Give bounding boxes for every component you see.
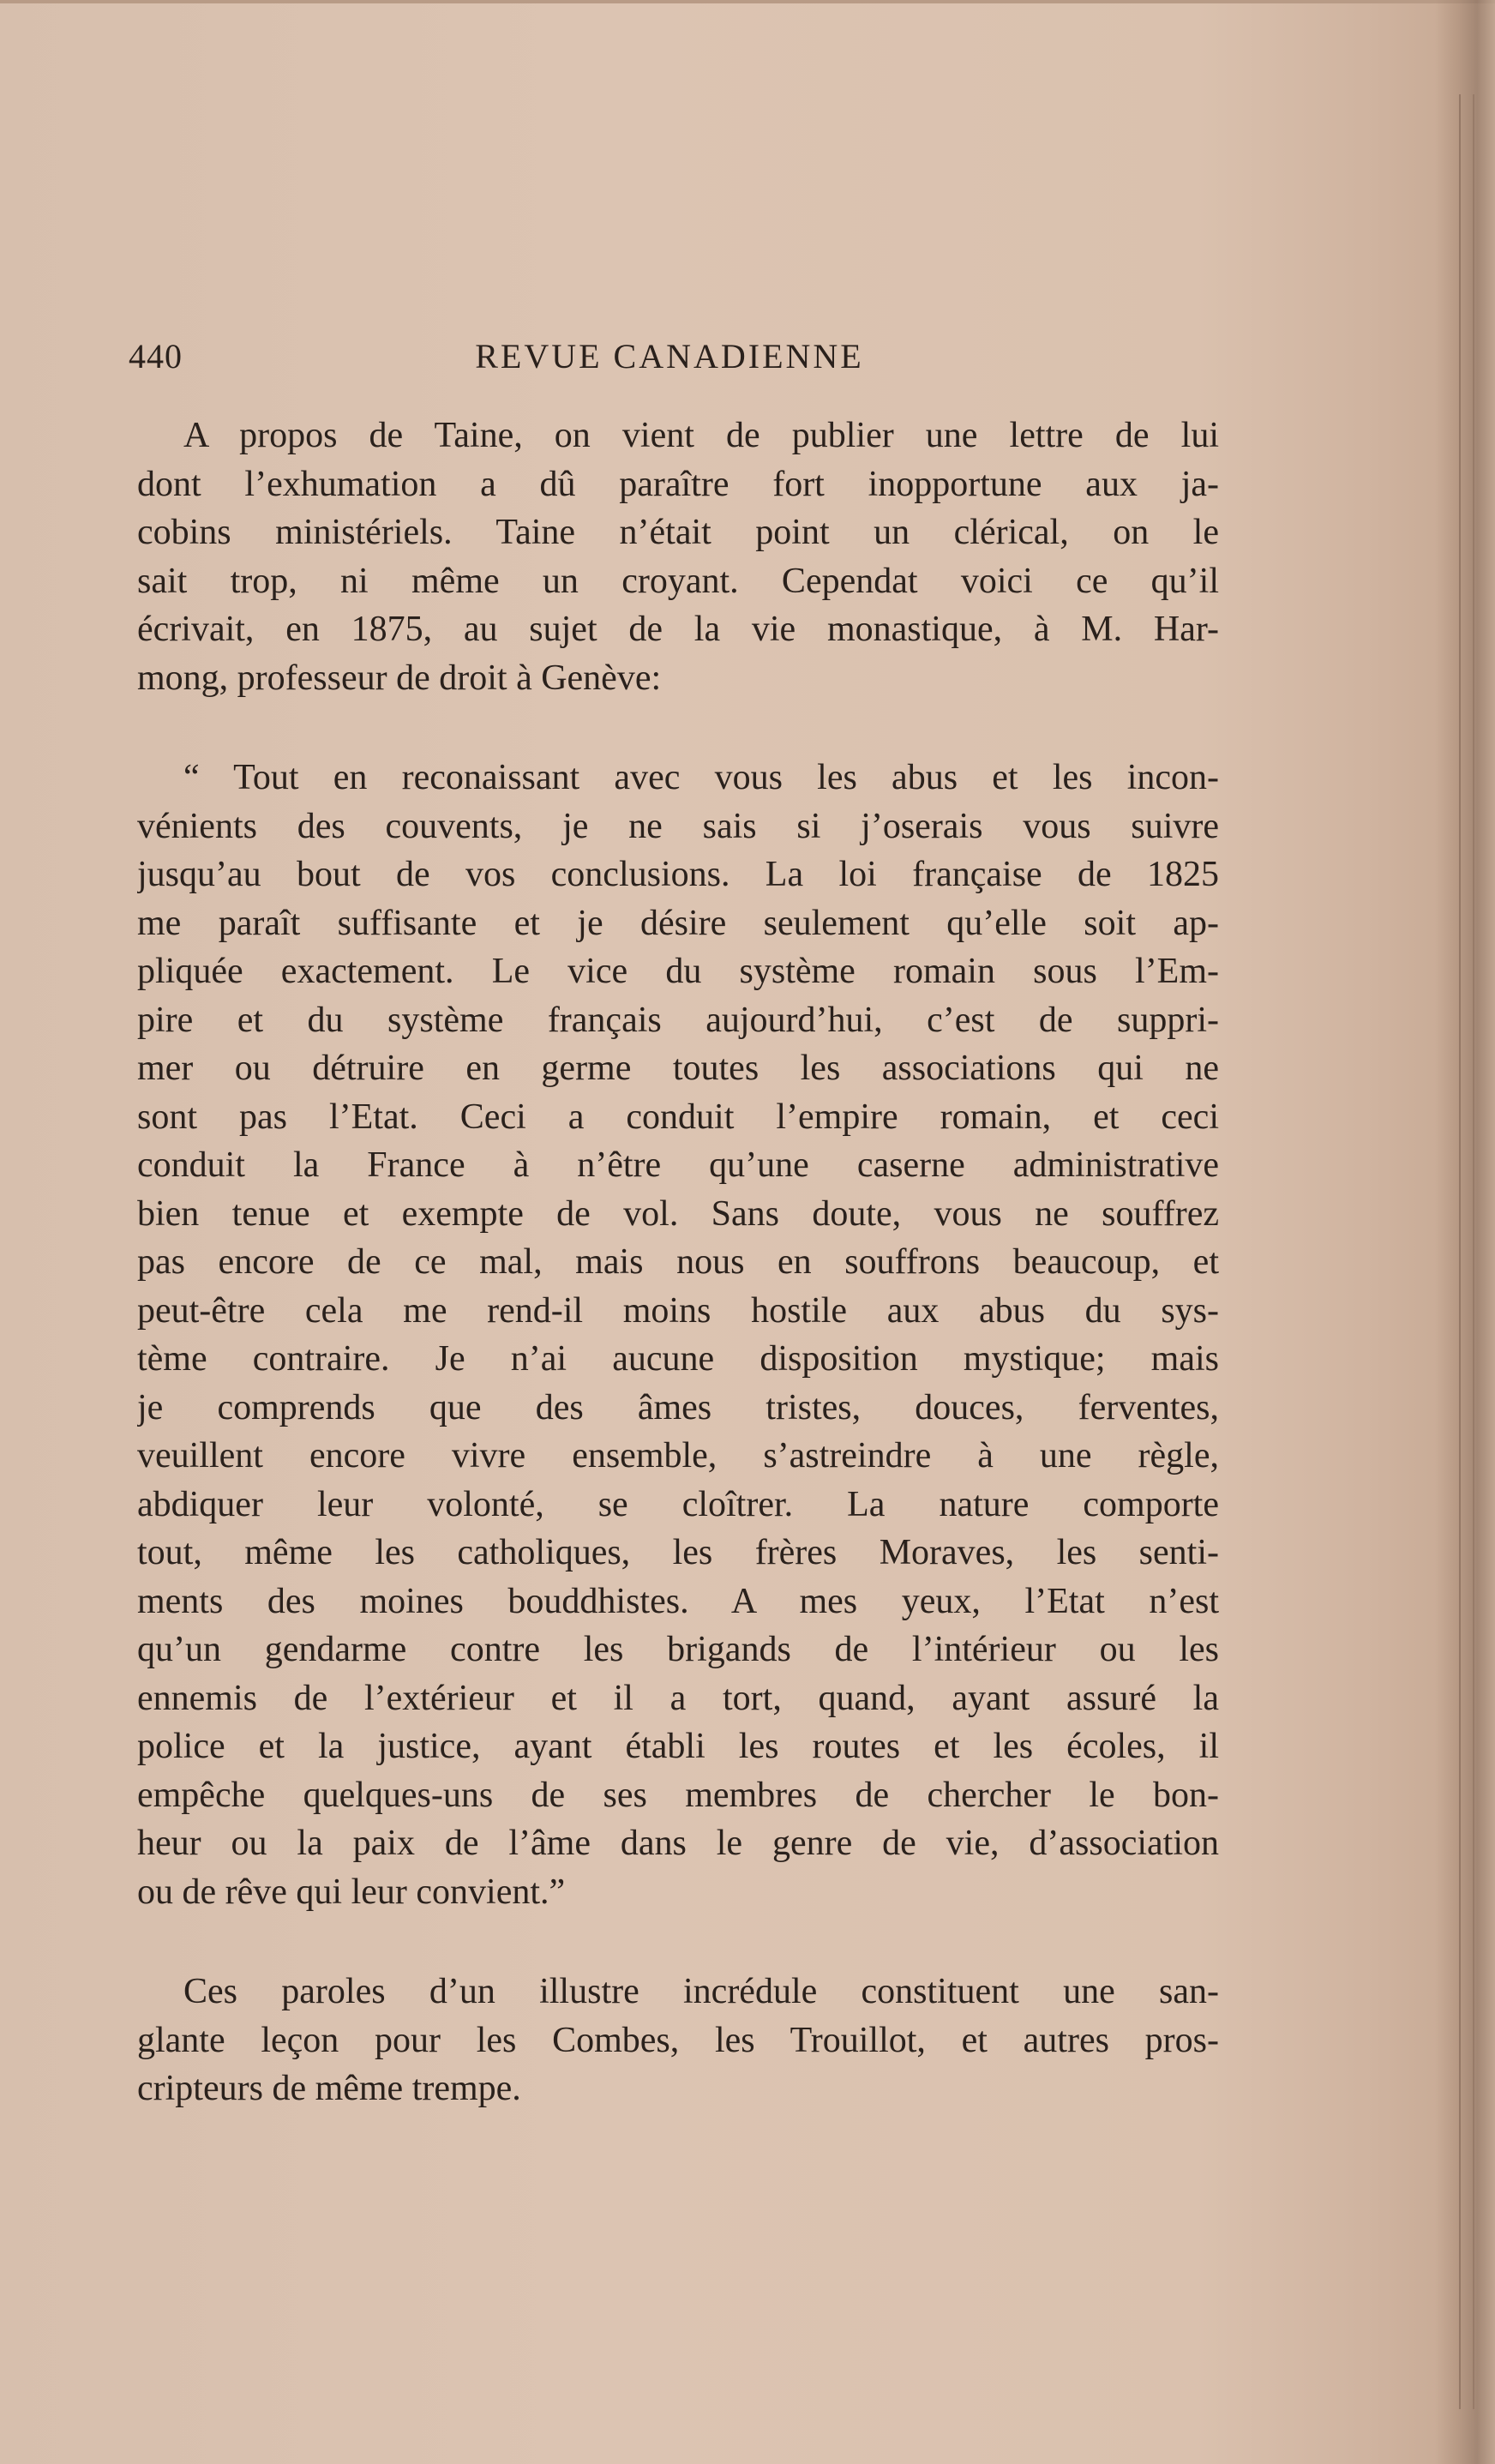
text-line: me paraît suffisante et je désire seulement qu’elle soit ap- xyxy=(137,903,1219,943)
text-line: ou de rêve qui leur convient.” xyxy=(137,1872,566,1912)
text-line: je comprends que des âmes tristes, douces, ferventes, xyxy=(137,1387,1219,1427)
text-line: pliquée exactement. Le vice du système romain sous l’Em- xyxy=(137,952,1219,991)
text-line: qu’un gendarme contre les brigands de l’intérieur ou les xyxy=(137,1630,1219,1669)
text-line: empêche quelques-uns de ses membres de chercher le bon- xyxy=(137,1775,1219,1815)
body-text xyxy=(137,412,1219,2113)
text-line: pas encore de ce mal, mais nous en souffrons beaucoup, et xyxy=(137,1242,1219,1282)
text-line: cripteurs de même trempe. xyxy=(137,2069,521,2108)
text-line: peut-être cela me rend-il moins hostile aux abus du sys- xyxy=(137,1290,1219,1331)
text-line: ments des moines bouddhistes. A mes yeux, l’Etat n’est xyxy=(137,1581,1219,1621)
text-line: veuillent encore vivre ensemble, s’astreindre à une règle, xyxy=(137,1436,1219,1475)
page-edge-line xyxy=(1473,94,1474,2409)
text-line: heur ou la paix de l’âme dans le genre de vie, d’association xyxy=(137,1824,1219,1863)
text-line: vénients des couvents, je ne sais si j’oserais vous suivre xyxy=(137,806,1219,846)
top-rule xyxy=(0,0,1495,3)
text-line: A propos de Taine, on vient de publier une lettre de lui xyxy=(183,416,1219,455)
text-line: jusqu’au bout de vos conclusions. La loi française de 1825 xyxy=(137,855,1219,894)
text-line: “ Tout en reconaissant avec vous les abus et les incon- xyxy=(183,758,1219,797)
page-header xyxy=(129,336,1210,388)
text-line: écrivait, en 1875, au sujet de la vie monastique, à M. Har- xyxy=(137,610,1219,649)
running-title: REVUE CANADIENNE xyxy=(475,337,864,376)
paragraph-gap xyxy=(137,702,1219,754)
text-line: bien tenue et exempte de vol. Sans doute, vous ne souffrez xyxy=(137,1193,1219,1234)
text-line: dont l’exhumation a dû paraître fort inopportune aux ja- xyxy=(137,464,1219,504)
text-line: pire et du système français aujourd’hui, c’est de suppri- xyxy=(137,1000,1219,1040)
text-line: tème contraire. Je n’ai aucune disposition mystique; mais xyxy=(137,1339,1219,1379)
page-number: 440 xyxy=(129,337,183,376)
paragraph-gap xyxy=(137,1916,1219,1968)
page-edge-line xyxy=(1459,94,1461,2409)
paragraph-conclusion xyxy=(137,1968,1219,2113)
text-line: tout, même les catholiques, les frères Moraves, les senti- xyxy=(137,1533,1219,1572)
paragraph-quotation xyxy=(137,754,1219,1916)
text-line: sait trop, ni même un croyant. Cependat voici ce qu’il xyxy=(137,561,1219,601)
page-edge-shadow xyxy=(1435,0,1495,2464)
text-line: police et la justice, ayant établi les routes et les écoles, il xyxy=(137,1727,1219,1766)
text-line: sont pas l’Etat. Ceci a conduit l’empire romain, et ceci xyxy=(137,1097,1219,1137)
text-line: conduit la France à n’être qu’une caserne administrative xyxy=(137,1145,1219,1185)
text-line: Ces paroles d’un illustre incrédule constituent une san- xyxy=(183,1972,1219,2011)
text-line: mong, professeur de droit à Genève: xyxy=(137,658,662,698)
text-line: ennemis de l’extérieur et il a tort, quand, ayant assuré la xyxy=(137,1678,1219,1718)
text-line: abdiquer leur volonté, se cloîtrer. La nature comporte xyxy=(137,1484,1219,1524)
paragraph-intro xyxy=(137,412,1219,702)
text-line: cobins ministériels. Taine n’était point un clérical, on le xyxy=(137,513,1219,552)
text-line: glante leçon pour les Combes, les Trouillot, et autres pros- xyxy=(137,2020,1219,2060)
text-line: mer ou détruire en germe toutes les associations qui ne xyxy=(137,1049,1219,1088)
